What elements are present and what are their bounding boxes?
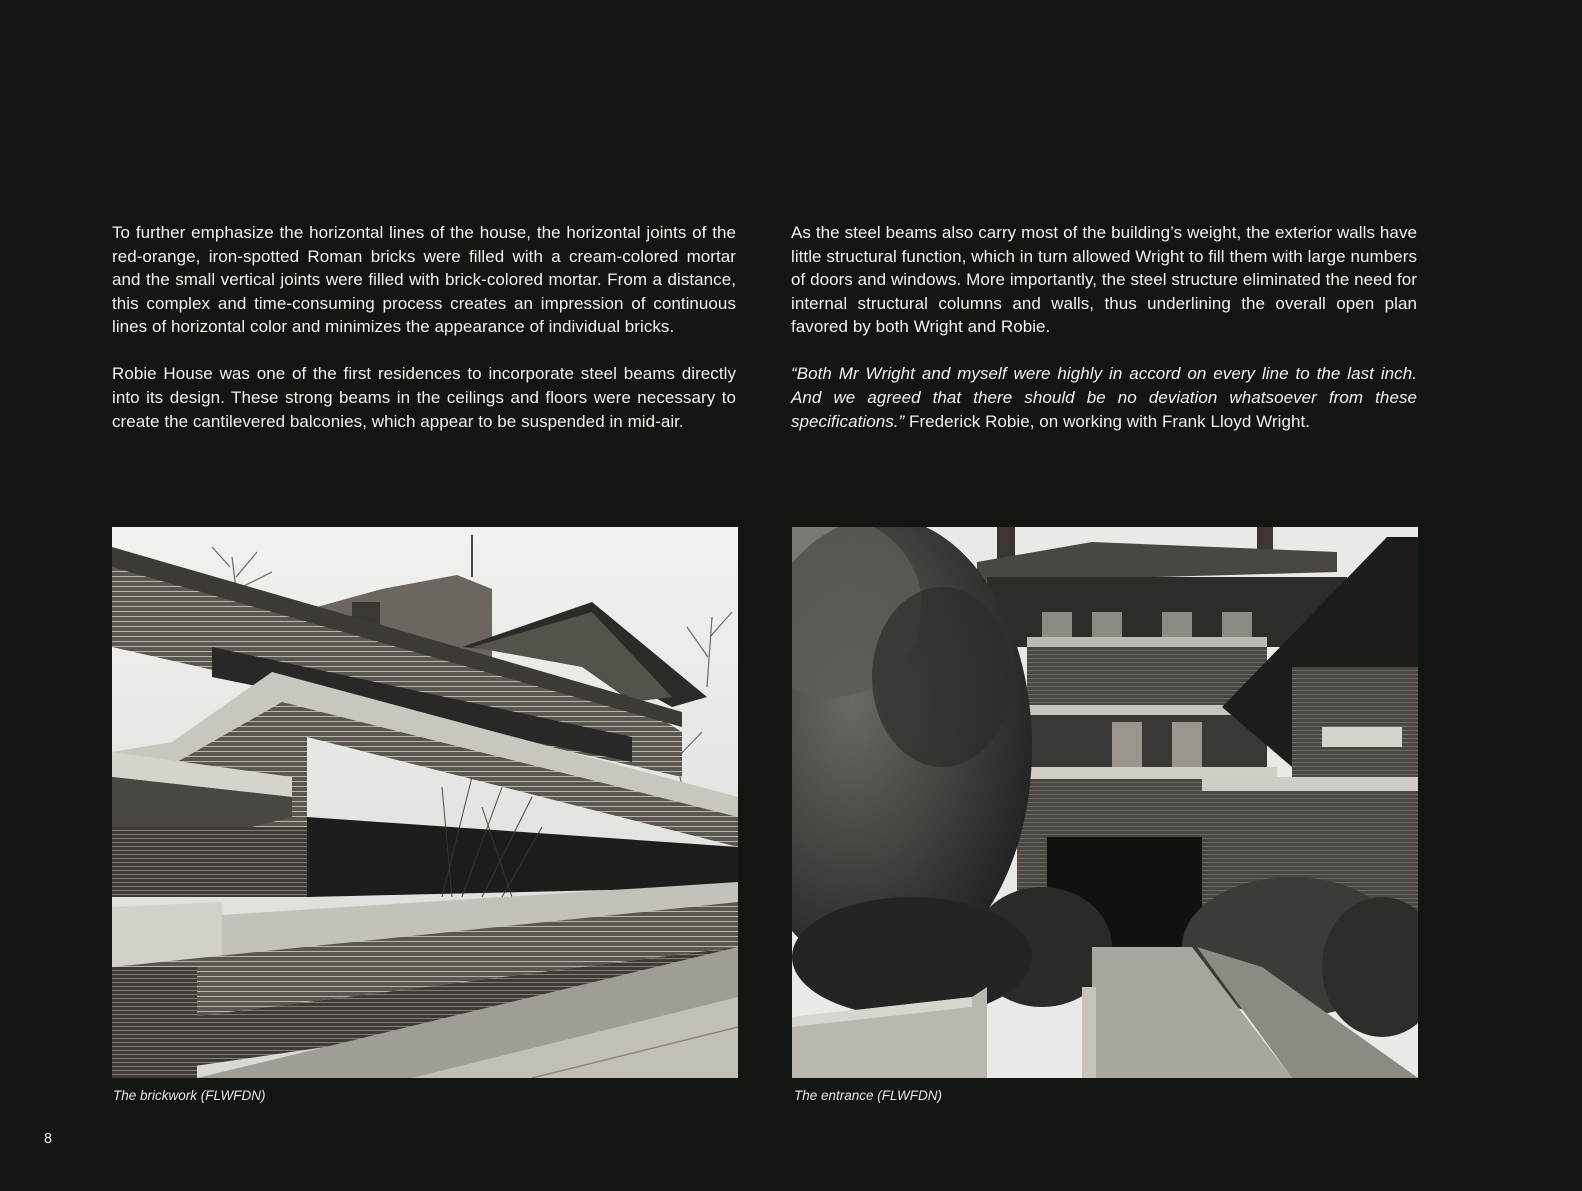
paragraph-brickwork: To further emphasize the horizontal lines of the house, the horizontal joints of the red-orange, iron-spotted Roman bricks were filled with a cream-colored mortar and the small vertical joints were filled with brick-colored mortar. From a distance, this complex and time-consuming process creates an impression of continuous lines of horizontal color and minimizes the appearance of individual bricks. xyxy=(112,223,736,337)
robie-quote xyxy=(791,362,1417,433)
brickwork-caption: The brickwork (FLWFDN) xyxy=(113,1088,266,1103)
paragraph-structure: As the steel beams also carry most of the building’s weight, the exterior walls have little structural function, which in turn allowed Wright to fill them with large numbers of doors and windows. More importantly, the steel structure eliminated the need for internal structural columns and walls, thus underlining the overall open plan favored by both Wright and Robie. xyxy=(791,223,1417,337)
brickwork-photo xyxy=(112,527,738,1078)
left-text-column xyxy=(112,221,736,433)
entrance-caption: The entrance (FLWFDN) xyxy=(794,1088,943,1103)
brickwork-illustration xyxy=(112,527,738,1078)
quote-text: “Both Mr Wright and myself were highly in accord on every line to the last inch. And we agreed that there should be no deviation whatsoever from these specifications.” xyxy=(791,364,1417,431)
entrance-photo xyxy=(792,527,1418,1078)
page-number: 8 xyxy=(44,1131,53,1147)
right-text-column xyxy=(791,221,1417,433)
entrance-illustration xyxy=(792,527,1418,1078)
paragraph-steel-beams: Robie House was one of the first residences to incorporate steel beams directly into its design. These strong beams in the ceilings and floors were necessary to create the cantilevered balconies, which appear to be suspended in mid-air. xyxy=(112,364,736,431)
quote-attribution: Frederick Robie, on working with Frank Lloyd Wright. xyxy=(904,411,1311,431)
